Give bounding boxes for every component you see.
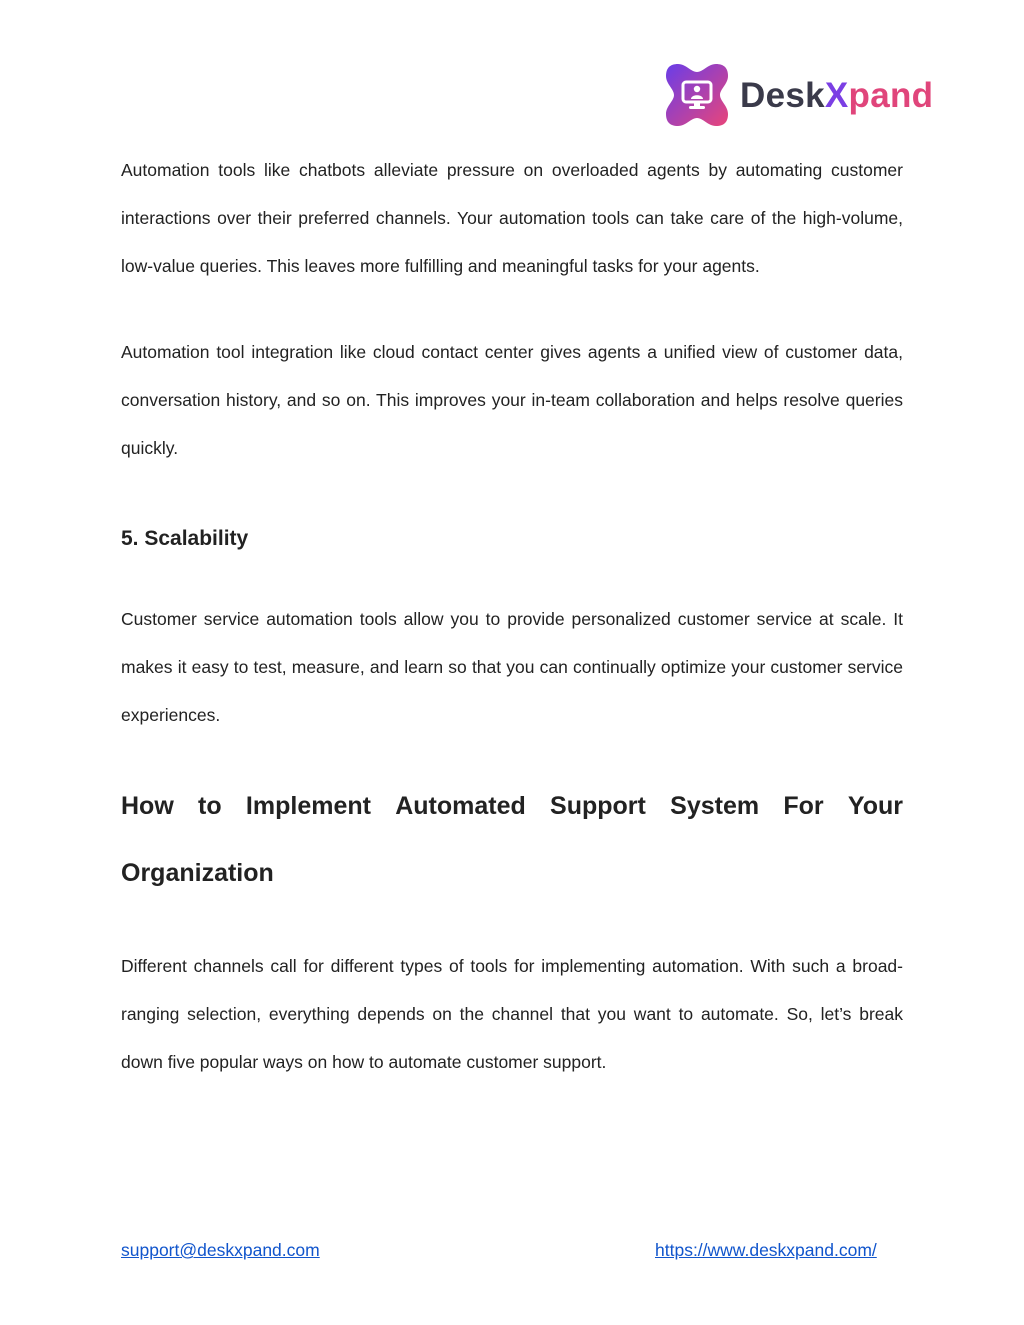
footer-website-link[interactable]: https://www.deskxpand.com/	[655, 1240, 877, 1260]
heading-word: System	[670, 792, 760, 820]
heading-word: Support	[550, 792, 646, 820]
monitor-user-icon	[664, 62, 730, 128]
heading-line-2: Organization	[121, 859, 274, 887]
heading-word: Implement	[245, 792, 371, 820]
heading-scalability	[121, 525, 903, 553]
paragraph-text: Different channels call for different types of tools for implementing automation. With such a broad-ranging selection, everything depends on the channel that you want to automate. So, let’s break down five popular ways on how to automate customer support.	[121, 956, 903, 1072]
paragraph-text: Customer service automation tools allow you to provide personalized customer service at scale. It makes it easy to test, measure, and learn so that you can continually optimize your customer service experiences.	[121, 609, 903, 725]
heading-word: Automated	[395, 792, 526, 820]
footer-email-link[interactable]: support@deskxpand.com	[121, 1240, 320, 1260]
brand-name-part1: Desk	[740, 75, 825, 115]
paragraph-scalability	[121, 595, 903, 739]
brand-name-part3: pand	[848, 75, 934, 115]
heading-word: For	[783, 792, 824, 820]
brand-name	[740, 75, 934, 115]
heading-line-1	[121, 773, 903, 840]
paragraph-automation-tools	[121, 146, 903, 290]
section-heading: 5. Scalability	[121, 527, 249, 550]
brand-logo	[664, 60, 944, 130]
paragraph-text: Automation tool integration like cloud contact center gives agents a unified view of customer data, conversation history, and so on. This improves your in-team collaboration and helps resolve queries quickly.	[121, 342, 903, 458]
heading-word: How	[121, 792, 174, 820]
paragraph-text: Automation tools like chatbots alleviate pressure on overloaded agents by automating customer interactions over their preferred channels. Your automation tools can take care of the high-volume, low-value queries. This leaves more fulfilling and meaningful tasks for your agents.	[121, 160, 903, 276]
heading-word: Your	[847, 792, 903, 820]
paragraph-integration	[121, 328, 903, 472]
paragraph-channels	[121, 942, 903, 1086]
heading-implement	[121, 773, 903, 907]
heading-word: to	[198, 792, 222, 820]
brand-name-part2: X	[824, 75, 849, 115]
